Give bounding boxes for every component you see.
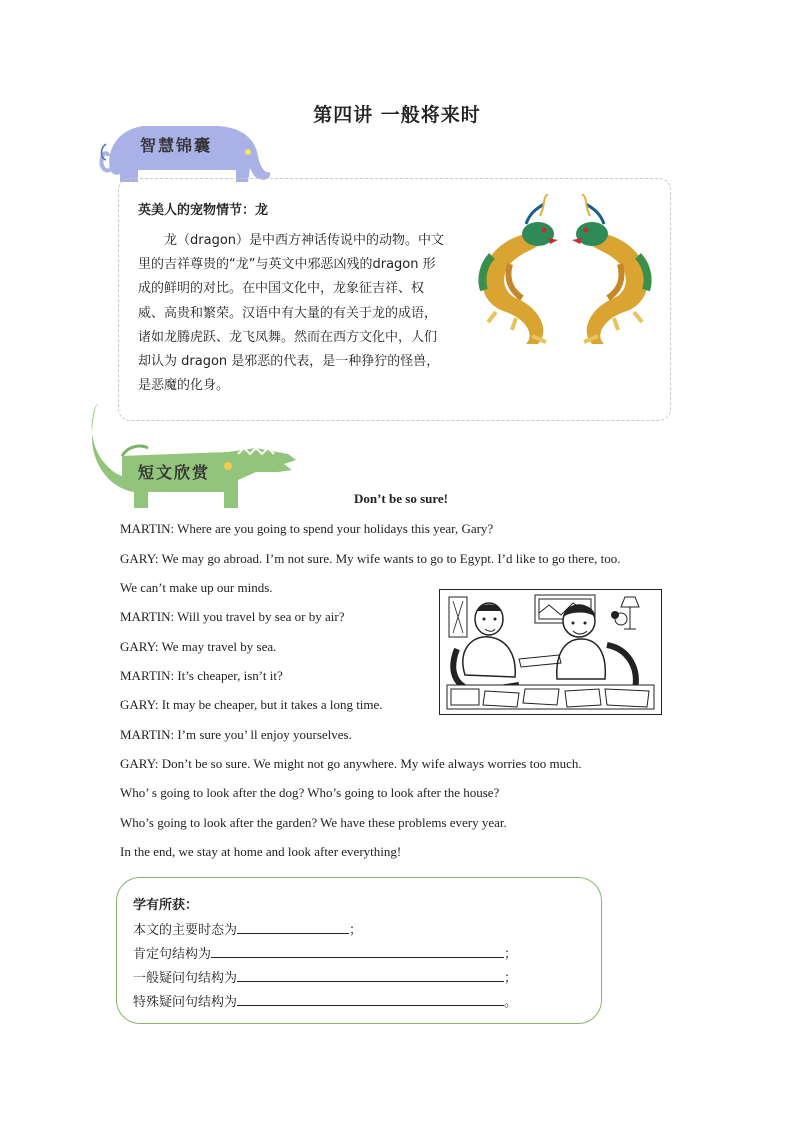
summary-item-yesno-question: [133, 967, 517, 986]
dialog-line: Who’ s going to look after the dog? Who’s going to look after the house?: [120, 785, 500, 800]
page-title: 第四讲 一般将来时: [313, 104, 481, 126]
dialog-line: MARTIN: It’s cheaper, isn’t it?: [120, 668, 283, 683]
culture-note-heading: 英美人的宠物情节：龙: [138, 203, 269, 218]
dragons-illustration: [466, 194, 664, 350]
section-label-reading: 短文欣赏: [138, 463, 211, 482]
dialog-line: MARTIN: Where are you going to spend your holidays this year, Gary?: [120, 521, 494, 536]
dialog-line: MARTIN: I’m sure you’ ll enjoy yourselves.: [120, 727, 352, 742]
dialog-line: We can’t make up our minds.: [120, 580, 273, 595]
summary-item-tense: [133, 919, 362, 938]
summary-item-wh-question: [133, 991, 517, 1010]
dialog-line: In the end, we stay at home and look after everything!: [120, 844, 402, 859]
dialog-line: GARY: It may be cheaper, but it takes a long time.: [120, 697, 383, 712]
answer-blank[interactable]: [237, 993, 504, 1006]
summary-item-end: ；: [504, 971, 518, 986]
dialog-line: GARY: Don’t be so sure. We might not go anywhere. My wife always worries too much.: [120, 756, 582, 771]
answer-blank[interactable]: [237, 969, 504, 982]
summary-item-label: 一般疑问句结构为: [133, 971, 238, 986]
dialog-line: GARY: We may go abroad. I’m not sure. My wife wants to go to Egypt. I’d like to go there, too.: [120, 551, 621, 566]
culture-note-paragraph: 龙（dragon）是中西方神话传说中的动物。中文里的吉祥尊贵的“龙”与英文中邪恶凶残的dragon 形成的鲜明的对比。在中国文化中，龙象征吉祥、权威、高贵和繁荣。汉语中有大量的有关于龙的成语，诸如龙腾虎跃、龙飞凤舞。然而在西方文化中，人们却认为 dragon 是邪恶的代表，是一种狰狞的怪兽，是恶魔的化身。: [138, 233, 445, 394]
cartoon-illustration: [439, 589, 662, 715]
dialog-title: Don’t be so sure!: [353, 491, 448, 506]
summary-item-label: 特殊疑问句结构为: [133, 995, 238, 1010]
answer-blank[interactable]: [237, 921, 349, 934]
summary-item-end: ；: [504, 947, 518, 962]
summary-item-end: 。: [504, 995, 518, 1010]
summary-item-label: 肯定句结构为: [133, 947, 212, 962]
summary-heading: 学有所获：: [133, 898, 199, 913]
summary-item-end: ；: [349, 923, 363, 938]
section-label-wisdom: 智慧锦囊: [140, 136, 213, 155]
summary-item-label: 本文的主要时态为: [133, 923, 238, 938]
dialog-line: GARY: We may travel by sea.: [120, 639, 277, 654]
dialog-line: Who’s going to look after the garden? We have these problems every year.: [120, 815, 507, 830]
summary-item-affirmative: [133, 943, 517, 962]
answer-blank[interactable]: [211, 945, 504, 958]
dialog-line: MARTIN: Will you travel by sea or by air?: [120, 609, 345, 624]
